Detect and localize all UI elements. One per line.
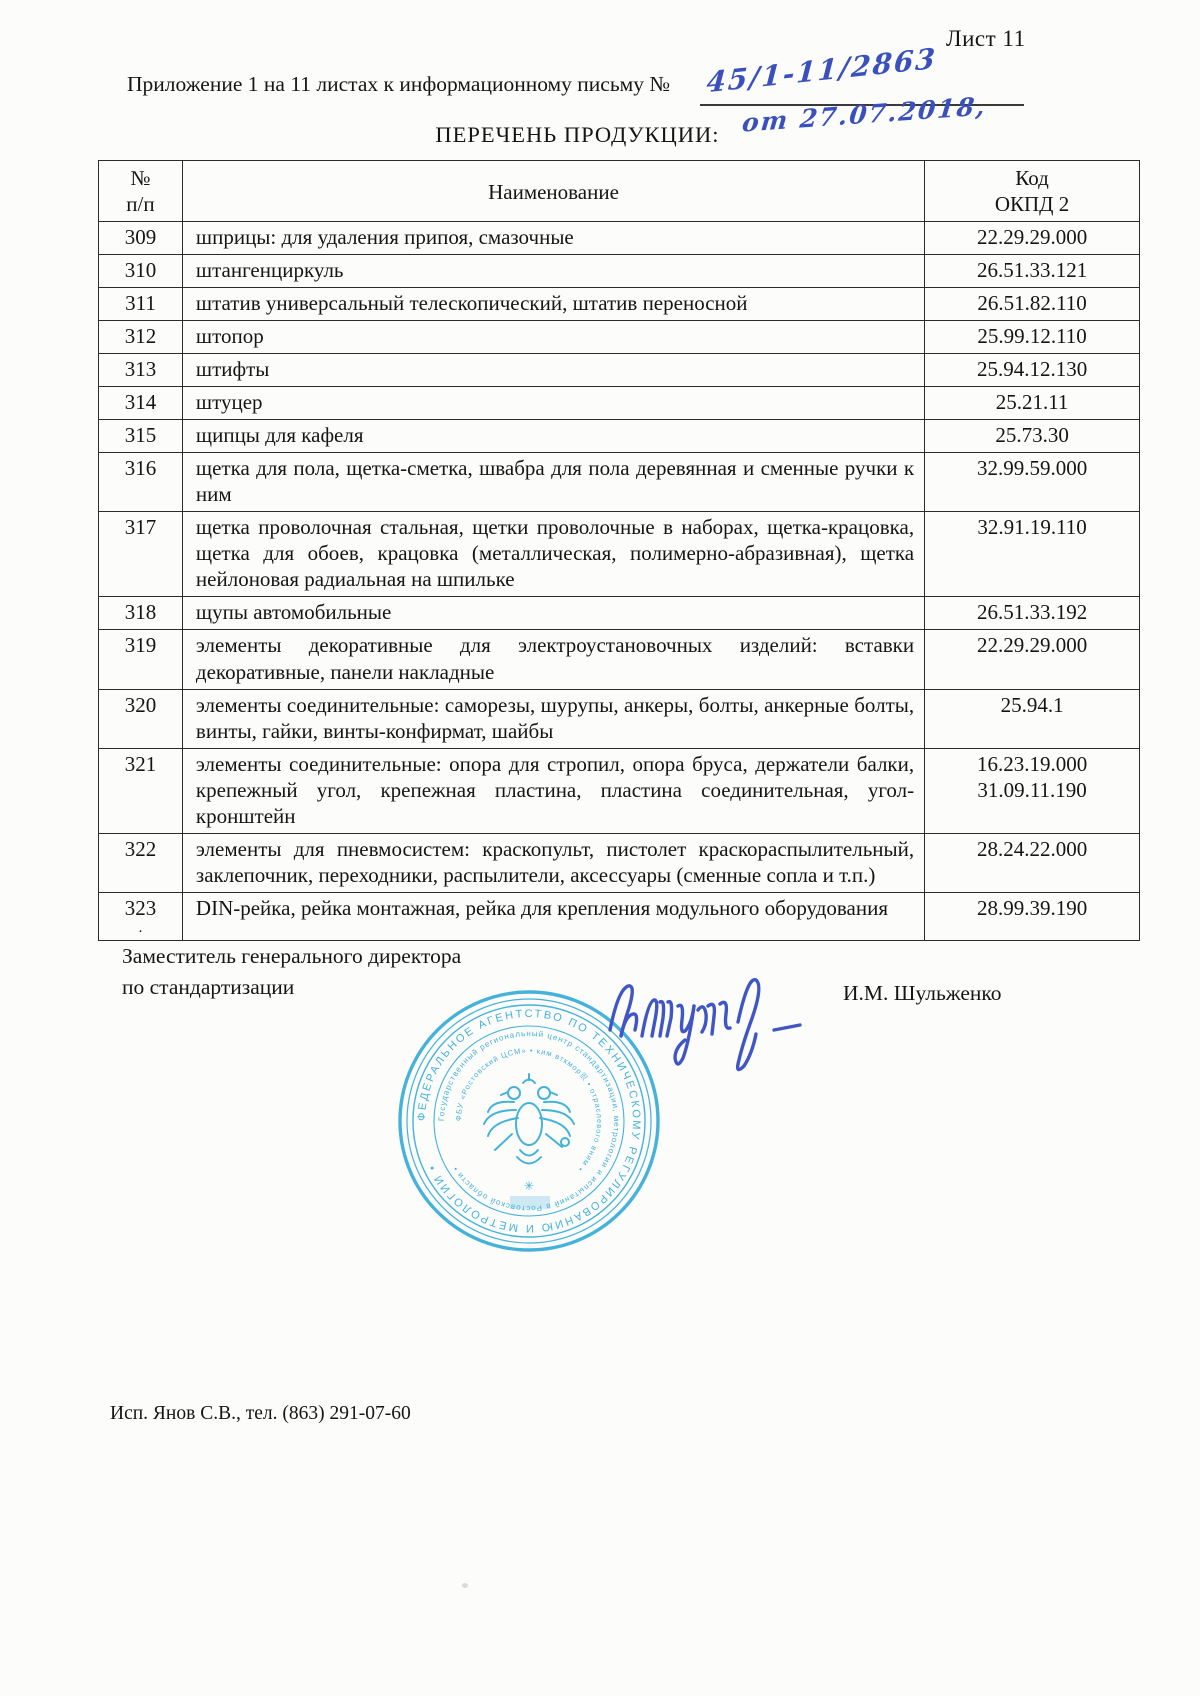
row-code — [925, 689, 1140, 748]
row-number: 309 — [99, 222, 183, 255]
row-code — [925, 321, 1140, 354]
row-number: 315 — [99, 420, 183, 453]
row-code — [925, 288, 1140, 321]
appendix-header: Приложение 1 на 11 листах к информационному письму № — [127, 72, 670, 96]
column-header-code-line1: Код — [1015, 166, 1049, 190]
row-name: штуцер — [182, 387, 924, 420]
row-name: штангенциркуль — [182, 255, 924, 288]
products-table-wrap — [98, 160, 1140, 941]
table-row — [99, 222, 1140, 255]
stamp-ring1-text: ФЕДЕРАЛЬНОЕ АГЕНТСТВО ПО ТЕХНИЧЕСКОМУ РЕГУЛИРОВАНИЮ И МЕТРОЛОГИИ • — [415, 1007, 643, 1235]
table-row — [99, 288, 1140, 321]
row-code-line1: 22.29.29.000 — [976, 225, 1088, 250]
column-header-code-line2: ОКПД 2 — [994, 192, 1070, 217]
row-code-line1: 26.51.82.110 — [977, 291, 1087, 316]
table-row — [99, 321, 1140, 354]
row-number-mark: . — [138, 919, 143, 936]
row-name: щетка проволочная стальная, щетки проволочные в наборах, щетка-крацовка, щетка для обоев, крацовка (металлическая, полимерно-абразивная), щетка нейлоновая радиальная на шпильке — [182, 512, 924, 597]
row-code-line2: 31.09.11.190 — [977, 777, 1087, 802]
row-number: 321 — [99, 748, 183, 833]
scan-speck — [462, 1583, 468, 1588]
row-code — [925, 512, 1140, 597]
signer-position-line1: Заместитель генерального директора — [122, 944, 462, 968]
row-code — [925, 748, 1140, 833]
row-code-line1: 25.94.12.130 — [976, 357, 1088, 382]
stamp-center-marks — [510, 1179, 550, 1209]
row-number: 310 — [99, 255, 183, 288]
row-name: щетка для пола, щетка-сметка, швабра для пола деревянная и сменные ручки к ним — [182, 453, 924, 512]
row-code — [925, 222, 1140, 255]
row-number-text: 323 — [124, 895, 157, 920]
row-name: щипцы для кафеля — [182, 420, 924, 453]
row-code — [925, 630, 1140, 689]
row-name: DIN-рейка, рейка монтажная, рейка для крепления модульного оборудования — [182, 892, 924, 940]
row-code — [925, 354, 1140, 387]
stamp-ring2-text: Государственный региональный центр стандартизации, метрологии и испытаний в Ростовской области • — [436, 1028, 622, 1214]
handwritten-letter-number: 45/1-11/2863 — [705, 41, 938, 100]
signature — [596, 946, 846, 1096]
row-number: 322 — [99, 833, 183, 892]
row-name: элементы соединительные: опора для стропил, опора бруса, держатели балки, крепежный угол, крепежная пластина, пластина соединительная, угол-кронштейн — [182, 748, 924, 833]
row-number: 314 — [99, 387, 183, 420]
table-row — [99, 354, 1140, 387]
products-table — [98, 160, 1140, 941]
table-header-row — [99, 161, 1140, 222]
table-row — [99, 387, 1140, 420]
table-row — [99, 892, 1140, 940]
sheet-number: Лист 11 — [946, 26, 1026, 51]
row-code-line1: 25.73.30 — [995, 423, 1069, 448]
row-code-line1: 16.23.19.000 — [976, 751, 1088, 776]
svg-text:✳: ✳ — [523, 1179, 535, 1193]
row-code-line1: 28.24.22.000 — [976, 836, 1088, 861]
row-code — [925, 387, 1140, 420]
table-row — [99, 748, 1140, 833]
row-number: 312 — [99, 321, 183, 354]
row-code — [925, 892, 1140, 940]
row-name: штатив универсальный телескопический, штатив переносной — [182, 288, 924, 321]
row-number: 311 — [99, 288, 183, 321]
column-header-name: Наименование — [182, 161, 924, 222]
row-code-line1: 32.99.59.000 — [976, 456, 1088, 481]
table-row — [99, 453, 1140, 512]
table-row — [99, 512, 1140, 597]
row-number: 318 — [99, 597, 183, 630]
table-row — [99, 255, 1140, 288]
signer-name: И.М. Шульженко — [843, 981, 1002, 1005]
row-name: штифты — [182, 354, 924, 387]
table-row — [99, 689, 1140, 748]
handwritten-letter-date: от 27.07.2018, — [740, 91, 989, 138]
row-number: 317 — [99, 512, 183, 597]
column-header-code — [925, 161, 1140, 222]
scan-speck — [409, 903, 413, 907]
column-header-no-line1: № — [130, 166, 151, 190]
row-code-line1: 25.99.12.110 — [977, 324, 1087, 349]
column-header-no-line2: п/п — [126, 192, 155, 217]
row-number: 316 — [99, 453, 183, 512]
table-row — [99, 833, 1140, 892]
row-code-line1: 25.21.11 — [995, 390, 1069, 415]
row-code — [925, 597, 1140, 630]
row-number: 320 — [99, 689, 183, 748]
row-code — [925, 255, 1140, 288]
row-code-line1: 25.94.1 — [1000, 692, 1064, 717]
row-code — [925, 833, 1140, 892]
row-code-line1: 26.51.33.121 — [976, 258, 1088, 283]
row-code-line1: 32.91.19.110 — [977, 515, 1087, 540]
executor-contact: Исп. Янов С.В., тел. (863) 291-07-60 — [110, 1403, 411, 1424]
row-code — [925, 420, 1140, 453]
document-title: ПЕРЕЧЕНЬ ПРОДУКЦИИ: — [435, 122, 720, 147]
stamp-ring3-text: ФБУ «Ростовский ЦСМ» • ким вткмор很 • отраслевого вним • — [453, 1045, 605, 1174]
row-number: 319 — [99, 630, 183, 689]
double-headed-eagle-icon — [484, 1074, 574, 1164]
signer-position-line2: по стандартизации — [122, 975, 295, 1000]
row-code-line1: 28.99.39.190 — [976, 895, 1088, 920]
row-code-line1: 22.29.29.000 — [976, 633, 1088, 658]
table-row — [99, 630, 1140, 689]
row-code — [925, 453, 1140, 512]
row-name: элементы декоративные для электроустановочных изделий: вставки декоративные, панели накладные — [182, 630, 924, 689]
row-code-line1: 26.51.33.192 — [976, 600, 1088, 625]
column-header-no — [99, 161, 183, 222]
row-name: элементы для пневмосистем: краскопульт, пистолет краскораспылительный, заклепочник, переходники, распылители, аксессуары (сменные сопла и т.п.) — [182, 833, 924, 892]
table-row — [99, 420, 1140, 453]
row-name: штопор — [182, 321, 924, 354]
row-number: 313 — [99, 354, 183, 387]
table-row — [99, 597, 1140, 630]
row-number — [99, 892, 183, 940]
row-name: элементы соединительные: саморезы, шурупы, анкеры, болты, анкерные болты, винты, гайки, винты-конфирмат, шайбы — [182, 689, 924, 748]
row-name: шприцы: для удаления припоя, смазочные — [182, 222, 924, 255]
row-name: щупы автомобильные — [182, 597, 924, 630]
